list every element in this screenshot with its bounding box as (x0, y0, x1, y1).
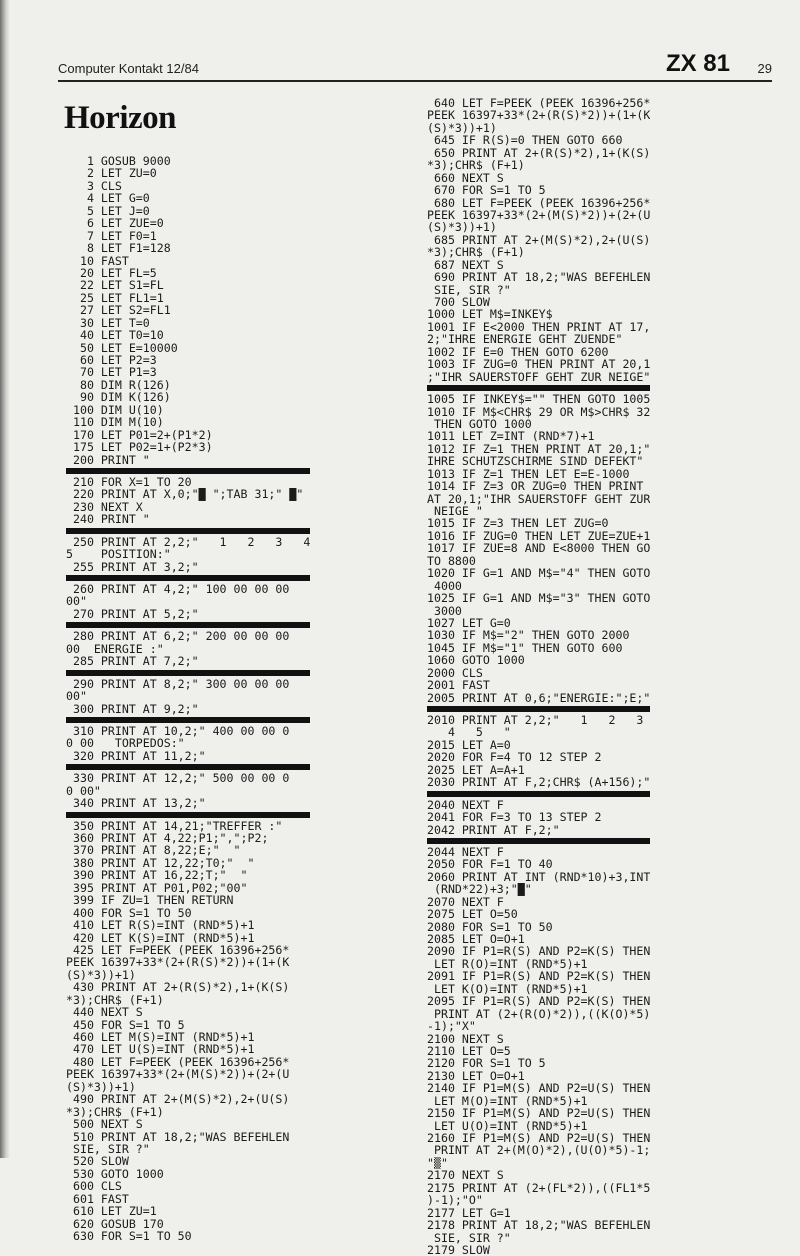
listing-line: 60 LET P2=3 (66, 354, 157, 367)
listing-line: 290 PRINT AT 8,2;" 300 00 00 00 (66, 677, 290, 691)
listing-line: 390 PRINT AT 16,22;T;" " (66, 869, 248, 882)
listing-line: 1010 IF M$<CHR$ 29 OR M$>CHR$ 32 (427, 405, 651, 418)
listing-line: 450 FOR S=1 TO 5 (66, 1018, 185, 1031)
listing-line: 2120 FOR S=1 TO 5 (427, 1057, 546, 1070)
listing-line: 70 LET P1=3 (66, 366, 157, 379)
listing-line: 1011 LET Z=INT (RND*7)+1 (427, 430, 595, 443)
listing-line: 4 5 " (427, 726, 511, 739)
listing-line: PEEK 16397+33*(2+(R(S)*2))+(1+(K (66, 956, 290, 969)
listing-line: 280 PRINT AT 6,2;" 200 00 00 00 (66, 630, 290, 643)
listing-line: -1);"X" (427, 1020, 476, 1033)
listing-line: 370 PRINT AT 8,22;E;" " (66, 844, 241, 857)
article-title: Horizon (64, 100, 176, 136)
listing-line: 4000 (427, 579, 462, 593)
listing-line: 2150 IF P1=M(S) AND P2=U(S) THEN (427, 1107, 651, 1120)
listing-line: PRINT AT (2+(R(O)*2)),((K(O)*5) (427, 1007, 651, 1021)
listing-line: 395 PRINT AT P01,P02;"00" (66, 881, 248, 895)
listing-line: 2140 IF P1=M(S) AND P2=U(S) THEN (427, 1082, 651, 1095)
listing-line: 100 DIM U(10) (66, 403, 164, 417)
listing-line: 425 LET F=PEEK (PEEK 16396+256* (66, 943, 290, 957)
listing-line: 2110 LET O=5 (427, 1044, 511, 1058)
listing-line: 27 LET S2=FL1 (66, 304, 171, 317)
listing-line: 1002 IF E=0 THEN GOTO 6200 (427, 345, 609, 359)
listing-line: 460 LET M(S)=INT (RND*5)+1 (66, 1031, 255, 1044)
listing-line: 670 FOR S=1 TO 5 (427, 184, 546, 197)
listing-line: 2130 LET O=O+1 (427, 1069, 525, 1083)
listing-line: 380 PRINT AT 12,22;T0;" " (66, 856, 255, 870)
listing-line: 6 LET ZUE=0 (66, 217, 164, 230)
listing-line: 640 LET F=PEEK (PEEK 16396+256* (427, 97, 651, 110)
listing-line: 2177 LET G=1 (427, 1206, 511, 1220)
listing-line: 2080 FOR S=1 TO 50 (427, 920, 553, 933)
listing-line: 0 00 TORPEDOS:" (66, 737, 185, 750)
listing-line: 500 NEXT S (66, 1118, 143, 1131)
listing-line: 470 LET U(S)=INT (RND*5)+1 (66, 1043, 255, 1056)
listing-line: 2070 NEXT F (427, 895, 504, 909)
listing-line: 170 LET P01=2+(P1*2) (66, 428, 213, 442)
program-listing-right (427, 97, 650, 1256)
listing-line: 645 IF R(S)=0 THEN GOTO 660 (427, 134, 623, 147)
listing-line: )-1);"O" (427, 1194, 483, 1207)
listing-line: 685 PRINT AT 2+(M(S)*2),2+(U(S) (427, 233, 651, 247)
listing-line: 210 FOR X=1 TO 20 (66, 475, 192, 489)
listing-line: 2041 FOR F=3 TO 13 STEP 2 (427, 811, 602, 824)
publication-label: Computer Kontakt 12/84 (58, 61, 199, 76)
listing-line: 2040 NEXT F (427, 798, 504, 812)
graphics-bar (66, 717, 310, 723)
listing-line: 2060 PRINT AT INT (RND*10)+3,INT (427, 870, 651, 884)
listing-line: 285 PRINT AT 7,2;" (66, 655, 199, 668)
graphics-bar (66, 764, 310, 770)
listing-line: 3000 (427, 604, 462, 617)
listing-line: 1012 IF Z=1 THEN PRINT AT 20,1;" (427, 442, 651, 456)
listing-line: 00" (66, 595, 87, 608)
listing-line: 1005 IF INKEY$="" THEN GOTO 1005 (427, 393, 651, 406)
listing-line: TO 8800 (427, 554, 476, 568)
listing-line: 0 00" (66, 784, 101, 798)
graphics-bar (66, 622, 310, 628)
listing-line: 2091 IF P1=R(S) AND P2=K(S) THEN (427, 970, 651, 983)
listing-line: 7 LET F0=1 (66, 229, 157, 243)
listing-line: 1027 LET G=0 (427, 616, 511, 630)
listing-line: 260 PRINT AT 4,2;" 100 00 00 00 (66, 583, 290, 596)
listing-line: 2025 LET A=A+1 (427, 763, 525, 777)
listing-line: 680 LET F=PEEK (PEEK 16396+256* (427, 196, 651, 209)
listing-line: PEEK 16397+33*(2+(M(S)*2))+(2+(U (66, 1068, 290, 1081)
listing-line: 687 NEXT S (427, 258, 504, 272)
listing-line: LET K(O)=INT (RND*5)+1 (427, 982, 588, 996)
listing-line: 230 NEXT X (66, 500, 143, 514)
listing-line: (S)*3))+1) (66, 1080, 136, 1094)
listing-line: (RND*22)+3;"█" (427, 883, 532, 896)
listing-line: 5 LET J=0 (66, 204, 150, 218)
listing-line: 250 PRINT AT 2,2;" 1 2 3 4 (66, 535, 311, 549)
listing-line: 2001 FAST (427, 679, 490, 692)
listing-line: 2175 PRINT AT (2+(FL*2)),((FL1*5 (427, 1181, 651, 1195)
listing-line: 1025 IF G=1 AND M$="3" THEN GOTO (427, 592, 651, 605)
listing-line: 200 PRINT " (66, 453, 150, 466)
graphics-bar (427, 791, 650, 797)
graphics-bar (66, 528, 310, 534)
listing-line: 650 PRINT AT 2+(R(S)*2),1+(K(S) (427, 146, 651, 160)
listing-line: 2095 IF P1=R(S) AND P2=K(S) THEN (427, 995, 651, 1008)
listing-line: 1001 IF E<2000 THEN PRINT AT 17, (427, 320, 651, 334)
listing-line: 2015 LET A=0 (427, 738, 511, 752)
program-listing-left (66, 155, 310, 1242)
listing-line: NEIGE " (427, 505, 483, 518)
listing-line: SIE, SIR ?" (427, 283, 511, 296)
listing-line: 1017 IF ZUE=8 AND E<8000 THEN GO (427, 542, 651, 555)
listing-line: 2042 PRINT AT F,2;" (427, 823, 560, 836)
listing-line: 20 LET FL=5 (66, 266, 157, 280)
listing-line: (S)*3))+1) (427, 121, 497, 135)
listing-line: 255 PRINT AT 3,2;" (66, 560, 199, 573)
listing-line: 610 LET ZU=1 (66, 1205, 157, 1218)
listing-line: 2005 PRINT AT 0,6;"ENERGIE:";E;" (427, 691, 651, 704)
listing-line: (S)*3))+1) (66, 968, 136, 982)
listing-line: *3);CHR$ (F+1) (66, 1105, 164, 1119)
listing-line: 175 LET P02=1+(P2*3) (66, 441, 213, 454)
listing-line: 601 FAST (66, 1192, 129, 1206)
listing-line: 80 DIM R(126) (66, 378, 171, 392)
listing-line: 4 LET G=0 (66, 192, 150, 205)
listing-line: 1014 IF Z=3 OR ZUG=0 THEN PRINT (427, 480, 644, 493)
listing-line: SIE, SIR ?" (66, 1142, 150, 1156)
listing-line: THEN GOTO 1000 (427, 417, 532, 431)
listing-line: 2100 NEXT S (427, 1032, 504, 1045)
listing-line: 300 PRINT AT 9,2;" (66, 702, 199, 715)
listing-line: 310 PRINT AT 10,2;" 400 00 00 0 (66, 724, 290, 738)
listing-line: PRINT AT 2+(M(O)*2),(U(O)*5)-1; (427, 1144, 651, 1157)
listing-line: *3);CHR$ (F+1) (66, 993, 164, 1007)
listing-line: 1030 IF M$="2" THEN GOTO 2000 (427, 629, 630, 642)
listing-line: 1013 IF Z=1 THEN LET E=E-1000 (427, 467, 630, 481)
listing-line: 2178 PRINT AT 18,2;"WAS BEFEHLEN (427, 1219, 651, 1232)
graphics-bar (427, 838, 650, 844)
listing-line: 620 GOSUB 170 (66, 1217, 164, 1230)
listing-line: LET U(O)=INT (RND*5)+1 (427, 1119, 588, 1132)
listing-line: 1060 GOTO 1000 (427, 654, 525, 667)
listing-line: 2075 LET O=50 (427, 908, 518, 921)
listing-line: 400 FOR S=1 TO 50 (66, 906, 192, 920)
listing-line: 630 FOR S=1 TO 50 (66, 1230, 192, 1243)
listing-line: 40 LET T0=10 (66, 329, 164, 342)
page-edge (0, 0, 10, 1158)
listing-line: IHRE SCHUTZSCHIRME SIND DEFEKT" (427, 455, 644, 468)
listing-line: 10 FAST (66, 254, 129, 267)
listing-line: 5 POSITION:" (66, 548, 171, 561)
listing-line: AT 20,1;"IHR SAUERSTOFF GEHT ZUR (427, 492, 651, 505)
listing-line: 660 NEXT S (427, 171, 504, 185)
listing-line: 1003 IF ZUG=0 THEN PRINT AT 20,1 (427, 358, 651, 371)
listing-line: (S)*3))+1) (427, 221, 497, 234)
listing-line: *3);CHR$ (F+1) (427, 246, 525, 259)
listing-line: 90 DIM K(126) (66, 391, 171, 404)
listing-line: 2;"IHRE ENERGIE GEHT ZUENDE" (427, 333, 623, 346)
graphics-bar (66, 812, 310, 818)
listing-line: 8 LET F1=128 (66, 242, 171, 255)
listing-line: 2179 SLOW (427, 1243, 490, 1256)
listing-line: 340 PRINT AT 13,2;" (66, 797, 206, 810)
listing-line: 490 PRINT AT 2+(M(S)*2),2+(U(S) (66, 1093, 290, 1106)
listing-line: 420 LET K(S)=INT (RND*5)+1 (66, 931, 255, 944)
listing-line: 410 LET R(S)=INT (RND*5)+1 (66, 919, 255, 932)
listing-line: 30 LET T=0 (66, 316, 150, 330)
listing-line: 399 IF ZU=1 THEN RETURN (66, 894, 234, 907)
listing-line: 2050 FOR F=1 TO 40 (427, 858, 553, 871)
listing-line: 430 PRINT AT 2+(R(S)*2),1+(K(S) (66, 981, 290, 994)
listing-line: 330 PRINT AT 12,2;" 500 00 00 0 (66, 772, 290, 785)
graphics-bar (66, 670, 310, 676)
listing-line: 2170 NEXT S (427, 1169, 504, 1182)
listing-line: 3 CLS (66, 179, 122, 193)
listing-line: 110 DIM M(10) (66, 416, 164, 429)
listing-line: 00 ENERGIE :" (66, 642, 164, 656)
listing-line: 2160 IF P1=M(S) AND P2=U(S) THEN (427, 1132, 651, 1145)
listing-line: 440 NEXT S (66, 1006, 143, 1019)
listing-line: 1000 LET M$=INKEY$ (427, 308, 553, 321)
listing-line: 50 LET E=10000 (66, 341, 178, 354)
listing-line: 2000 CLS (427, 666, 483, 680)
listing-line: 2044 NEXT F (427, 845, 504, 859)
listing-line: 690 PRINT AT 18,2;"WAS BEFEHLEN (427, 271, 651, 284)
listing-line: 1 GOSUB 9000 (66, 155, 171, 168)
listing-line: 1045 IF M$="1" THEN GOTO 600 (427, 641, 623, 655)
listing-line: 00" (66, 690, 87, 703)
listing-line: 22 LET S1=FL (66, 279, 164, 292)
listing-line: 2020 FOR F=4 TO 12 STEP 2 (427, 751, 602, 764)
listing-line: 320 PRINT AT 11,2;" (66, 749, 206, 763)
listing-line: *3);CHR$ (F+1) (427, 159, 525, 172)
listing-line: 520 SLOW (66, 1155, 129, 1168)
listing-line: LET R(O)=INT (RND*5)+1 (427, 957, 588, 971)
listing-line: 2010 PRINT AT 2,2;" 1 2 3 (427, 714, 644, 727)
listing-line: 2 LET ZU=0 (66, 167, 157, 180)
listing-line: "▒" (427, 1156, 448, 1170)
listing-line: PEEK 16397+33*(2+(M(S)*2))+(2+(U (427, 208, 651, 222)
listing-line: 530 GOTO 1000 (66, 1167, 164, 1181)
listing-line: 2090 IF P1=R(S) AND P2=K(S) THEN (427, 945, 651, 958)
listing-line: 220 PRINT AT X,0;"█ ";TAB 31;" █" (66, 488, 304, 501)
listing-line: SIE, SIR ?" (427, 1231, 511, 1244)
page-header (58, 48, 772, 82)
listing-line: 2085 LET O=O+1 (427, 933, 525, 946)
listing-line: 270 PRINT AT 5,2;" (66, 607, 199, 621)
page-number: 29 (757, 61, 772, 76)
listing-line: 1016 IF ZUG=0 THEN LET ZUE=ZUE+1 (427, 529, 651, 543)
listing-line: 2030 PRINT AT F,2;CHR$ (A+156);" (427, 776, 651, 789)
listing-line: 480 LET F=PEEK (PEEK 16396+256* (66, 1055, 290, 1069)
listing-line: 1020 IF G=1 AND M$="4" THEN GOTO (427, 567, 651, 580)
graphics-bar (66, 468, 310, 474)
graphics-bar (66, 575, 310, 581)
listing-line: LET M(O)=INT (RND*5)+1 (427, 1094, 588, 1108)
listing-line: 240 PRINT " (66, 513, 150, 526)
listing-line: 1015 IF Z=3 THEN LET ZUG=0 (427, 517, 609, 530)
listing-line: ;"IHR SAUERSTOFF GEHT ZUR NEIGE" (427, 370, 651, 384)
listing-line: 510 PRINT AT 18,2;"WAS BEFEHLEN (66, 1130, 290, 1143)
listing-line: 700 SLOW (427, 296, 490, 309)
listing-line: PEEK 16397+33*(2+(R(S)*2))+(1+(K (427, 109, 651, 122)
listing-line: 600 CLS (66, 1180, 122, 1193)
listing-line: 350 PRINT AT 14,21;"TREFFER :" (66, 819, 283, 832)
graphics-bar (427, 385, 650, 391)
graphics-bar (427, 706, 650, 712)
listing-line: 360 PRINT AT 4,22;P1;",";P2; (66, 832, 269, 845)
machine-label: ZX 81 (665, 50, 730, 77)
listing-line: 25 LET FL1=1 (66, 291, 164, 305)
